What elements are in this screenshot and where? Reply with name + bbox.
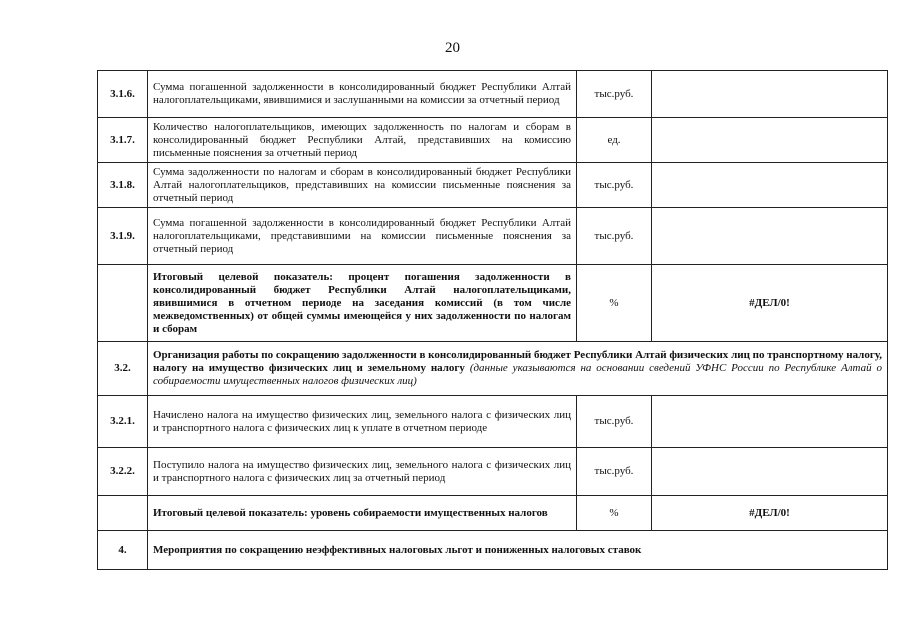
row-unit: тыс.руб. — [577, 448, 652, 496]
row-number: 3.1.6. — [98, 71, 148, 118]
row-value — [652, 448, 888, 496]
target-indicator-row — [98, 496, 888, 531]
target-indicator-value: #ДЕЛ/0! — [652, 265, 888, 342]
target-indicator-row — [98, 265, 888, 342]
row-unit: тыс.руб. — [577, 208, 652, 265]
row-value — [652, 163, 888, 208]
section-header-row — [98, 342, 888, 396]
section-header-row — [98, 531, 888, 570]
row-unit: тыс.руб. — [577, 163, 652, 208]
row-unit: ед. — [577, 118, 652, 163]
target-indicator-value: #ДЕЛ/0! — [652, 496, 888, 531]
row-description: Поступило налога на имущество физических лиц, земельного налога с физических лиц и транспортного налога с физических лиц за отчетный период — [148, 448, 577, 496]
section-number: 4. — [98, 531, 148, 570]
table-row — [98, 396, 888, 448]
row-number — [98, 496, 148, 531]
row-description: Сумма задолженности по налогам и сборам в консолидированный бюджет Республики Алтай налогоплательщиков, представивших на комиссии письменные пояснения за отчетный период — [148, 163, 577, 208]
indicators-table — [97, 70, 888, 570]
row-description: Начислено налога на имущество физических лиц, земельного налога с физических лиц и транспортного налога с физических лиц к уплате в отчетном периоде — [148, 396, 577, 448]
row-number: 3.1.7. — [98, 118, 148, 163]
row-unit: тыс.руб. — [577, 396, 652, 448]
table-row — [98, 71, 888, 118]
page-number: 20 — [445, 40, 460, 56]
target-indicator-description: Итоговый целевой показатель: процент погашения задолженности в консолидированный бюджет Республики Алтай налогоплательщиками, явившимися в отчетном периоде на заседания комиссий (в том числе межведомственных) от общей суммы имеющейся у них задолженности по налогам и сборам — [148, 265, 577, 342]
section-title-cell — [148, 342, 888, 396]
table-row — [98, 163, 888, 208]
row-value — [652, 118, 888, 163]
row-value — [652, 396, 888, 448]
row-description: Сумма погашенной задолженности в консолидированный бюджет Республики Алтай налогоплательщиками, явившимися и заслушанными на комиссии за отчетный период — [148, 71, 577, 118]
table-row — [98, 118, 888, 163]
row-number: 3.2.1. — [98, 396, 148, 448]
target-indicator-description: Итоговый целевой показатель: уровень собираемости имущественных налогов — [148, 496, 577, 531]
table-row — [98, 208, 888, 265]
row-number — [98, 265, 148, 342]
row-unit: тыс.руб. — [577, 71, 652, 118]
row-unit: % — [577, 265, 652, 342]
row-number: 3.1.9. — [98, 208, 148, 265]
section-title: Мероприятия по сокращению неэффективных налоговых льгот и пониженных налоговых ставок — [148, 531, 888, 570]
row-description: Сумма погашенной задолженности в консолидированный бюджет Республики Алтай налогоплательщиками, представившими на комиссии письменные пояснения за отчетный период — [148, 208, 577, 265]
section-note: (данные указываются на основании сведений УФНС России по Республике Алтай о собираемости имущественных налогов физических лиц) — [153, 362, 882, 387]
row-unit: % — [577, 496, 652, 531]
row-number: 3.1.8. — [98, 163, 148, 208]
section-number: 3.2. — [98, 342, 148, 396]
table-row — [98, 448, 888, 496]
row-value — [652, 208, 888, 265]
row-description: Количество налогоплательщиков, имеющих задолженность по налогам и сборам в консолидированный бюджет Республики Алтай, представивших на комиссию письменные пояснения за отчетный период — [148, 118, 577, 163]
row-number: 3.2.2. — [98, 448, 148, 496]
section-title: Организация работы по сокращению задолженности в консолидированный бюджет Республики Алтай физических лиц по транспортному налогу, налогу на имущество физических лиц и земельному налогу — [153, 349, 882, 374]
row-value — [652, 71, 888, 118]
